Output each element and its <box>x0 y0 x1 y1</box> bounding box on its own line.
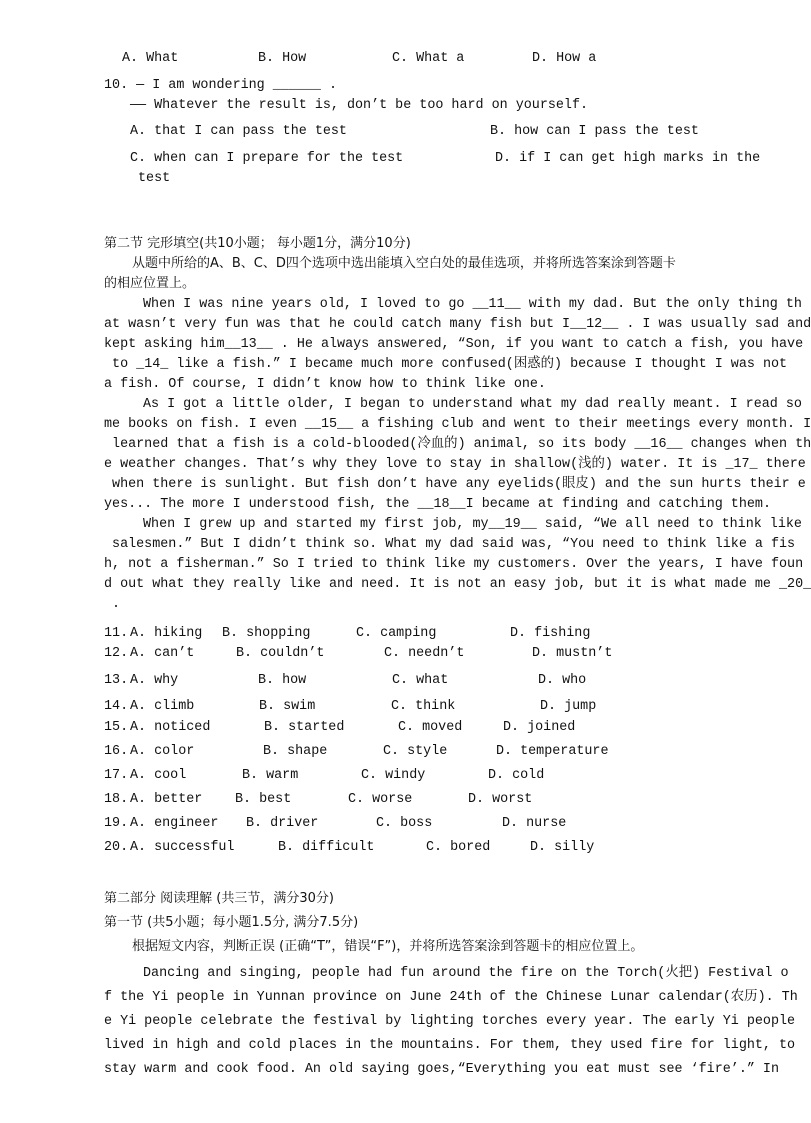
cloze-text: yes... The more I understood fish, the <box>104 497 418 512</box>
reading-line: Dancing and singing, people had fun around the fire on the Torch(火把) Festival o <box>143 966 789 981</box>
q9-option-a: A. What <box>122 51 179 66</box>
cloze-blank: _14_ <box>136 357 169 372</box>
option-number: 20. <box>104 840 129 855</box>
cloze-text: there <box>757 457 806 472</box>
q10-option-c: C. when can I prepare for the test <box>130 151 404 166</box>
option-c: C. boss <box>376 816 433 831</box>
cloze-text: changes when th <box>682 437 811 452</box>
cloze-line <box>104 376 546 394</box>
cloze-line <box>104 476 806 494</box>
cloze-line <box>104 316 811 334</box>
reading-instructions: 根据短文内容，判断正误 (正确“T”，错误“F”)，并将所选答案涂到答题卡的相应位置上。 <box>132 939 644 954</box>
cloze-text: e weather changes. That’s why they love to stay in shallow(浅的) water. It is <box>104 457 726 472</box>
option-b: B. difficult <box>278 840 375 855</box>
option-c: C. bored <box>426 840 491 855</box>
option-b: B. started <box>264 720 345 735</box>
cloze-text: I became at finding and catching them. <box>465 497 771 512</box>
option-number: 19. <box>104 816 129 831</box>
cloze-text: d out what they really like and need. It is not an easy job, but it is what made me <box>104 577 779 592</box>
option-a: A. engineer <box>130 816 219 831</box>
option-c: C. style <box>383 744 448 759</box>
cloze-line <box>143 396 802 414</box>
q10-option-b: B. how can I pass the test <box>490 124 699 139</box>
option-number: 15. <box>104 720 129 735</box>
cloze-line <box>104 596 120 614</box>
cloze-blank: _20_ <box>779 577 811 592</box>
cloze-line <box>104 456 806 474</box>
q10-option-d-continued: test <box>138 171 171 186</box>
q9-option-d: D. How a <box>532 51 597 66</box>
cloze-text: a fish. Of course, I didn’t know how to think like one. <box>104 377 546 392</box>
reading-line: stay warm and cook food. An old saying goes,“Everything you eat must see ‘fire’.” In <box>104 1062 779 1077</box>
option-b: B. driver <box>246 816 319 831</box>
cloze-blank: __12__ <box>570 317 619 332</box>
cloze-text: As I got a little older, I began to understand what my dad really meant. I read so <box>143 397 802 412</box>
q10-option-d: D. if I can get high marks in the <box>495 151 761 166</box>
cloze-line <box>104 356 787 374</box>
cloze-text: . <box>104 597 121 612</box>
q9-option-c: C. What a <box>392 51 465 66</box>
option-c: C. windy <box>361 768 426 783</box>
option-a: A. why <box>130 673 179 688</box>
option-number: 12. <box>104 646 129 661</box>
option-a: A. cool <box>130 768 187 783</box>
cloze-line <box>104 436 811 454</box>
cloze-text: When I grew up and started my first job, my <box>143 517 489 532</box>
reading-part-heading: 第二部分 阅读理解 (共三节，满分30分) <box>104 891 334 906</box>
cloze-line <box>104 336 803 354</box>
reading-line: e Yi people celebrate the festival by lighting torches every year. The early Yi people <box>104 1014 796 1029</box>
option-d: D. joined <box>503 720 576 735</box>
cloze-text: kept asking him <box>104 337 225 352</box>
cloze-blank: __15__ <box>304 417 354 432</box>
reading-line: f the Yi people in Yunnan province on June 24th of the Chinese Lunar calendar(农历). Th <box>104 990 798 1005</box>
option-c: C. what <box>392 673 449 688</box>
option-number: 18. <box>104 792 129 807</box>
option-c: C. worse <box>348 792 413 807</box>
cloze-instructions-2: 的相应位置上。 <box>104 276 196 291</box>
option-d: D. silly <box>530 840 595 855</box>
option-number: 11. <box>104 626 129 641</box>
reading-section-heading: 第一节 (共5小题；每小题1.5分, 满分7.5分) <box>104 915 359 930</box>
cloze-text: with my dad. But the only thing th <box>520 297 802 312</box>
cloze-text: to <box>104 357 137 372</box>
option-a: A. can’t <box>130 646 195 661</box>
cloze-blank: __11__ <box>472 297 521 312</box>
q9-option-b: B. How <box>258 51 307 66</box>
option-c: C. think <box>391 699 456 714</box>
reading-line: lived in high and cold places in the mountains. For them, they used fire for light, to <box>104 1038 796 1053</box>
option-number: 14. <box>104 699 129 714</box>
cloze-text: learned that a fish is a cold-blooded(冷血的) animal, so its body <box>104 437 635 452</box>
cloze-blank: __16__ <box>634 437 683 452</box>
option-a: A. better <box>130 792 203 807</box>
cloze-line <box>104 416 811 434</box>
option-d: D. cold <box>488 768 545 783</box>
cloze-text: . He always answered, “Son, if you want to catch a fish, you have <box>272 337 804 352</box>
cloze-line <box>143 296 802 314</box>
option-d: D. jump <box>540 699 597 714</box>
option-number: 13. <box>104 673 129 688</box>
cloze-text: when there is sunlight. But fish don’t have any eyelids(眼皮) and the sun hurts their e <box>104 477 806 492</box>
cloze-text: h, not a fisherman.” So I tried to think like my customers. Over the years, I have foun <box>104 557 804 572</box>
cloze-heading: 第二节 完形填空(共10小题； 每小题1分，满分10分) <box>104 236 411 251</box>
cloze-text: at wasn’t very fun was that he could catch many fish but I <box>104 317 571 332</box>
option-a: A. noticed <box>130 720 211 735</box>
option-b: B. couldn’t <box>236 646 325 661</box>
cloze-text: When I was nine years old, I loved to go <box>143 297 473 312</box>
option-c: C. needn’t <box>384 646 465 661</box>
cloze-line <box>143 516 802 534</box>
option-d: D. fishing <box>510 626 591 641</box>
option-d: D. mustn’t <box>532 646 613 661</box>
option-b: B. best <box>235 792 292 807</box>
option-d: D. nurse <box>502 816 567 831</box>
cloze-blank: __19__ <box>488 517 537 532</box>
option-a: A. color <box>130 744 195 759</box>
cloze-line <box>104 536 795 554</box>
cloze-text: salesmen.” But I didn’t think so. What my dad said was, “You need to think like a fis <box>104 537 796 552</box>
cloze-line <box>104 496 771 514</box>
cloze-blank: __18__ <box>417 497 466 512</box>
q10-reply: —— Whatever the result is, don’t be too hard on yourself. <box>130 98 589 113</box>
cloze-text: said, “We all need to think like <box>536 517 802 532</box>
cloze-text: . I was usually sad and <box>618 317 811 332</box>
option-b: B. shape <box>263 744 328 759</box>
option-b: B. swim <box>259 699 316 714</box>
q10-option-a: A. that I can pass the test <box>130 124 347 139</box>
q10-stem: 10. — I am wondering ______ . <box>104 78 338 93</box>
option-a: A. hiking <box>130 626 203 641</box>
cloze-blank: _17_ <box>725 457 758 472</box>
cloze-text: me books on fish. I even <box>104 417 305 432</box>
option-d: D. temperature <box>496 744 609 759</box>
cloze-instructions-1: 从题中所给的A、B、C、D四个选项中选出能填入空白处的最佳选项，并将所选答案涂到答题卡 <box>132 256 676 271</box>
option-b: B. how <box>258 673 307 688</box>
option-number: 16. <box>104 744 129 759</box>
cloze-line <box>104 556 803 574</box>
cloze-blank: __13__ <box>224 337 273 352</box>
option-b: B. shopping <box>222 626 311 641</box>
option-number: 17. <box>104 768 129 783</box>
option-c: C. camping <box>356 626 437 641</box>
option-d: D. who <box>538 673 587 688</box>
cloze-text: like a fish.” I became much more confused(困惑的) because I thought I was not <box>168 357 788 372</box>
option-b: B. warm <box>242 768 299 783</box>
cloze-text: a fishing club and went to their meetings every month. I <box>353 417 811 432</box>
option-d: D. worst <box>468 792 533 807</box>
cloze-line <box>104 576 811 594</box>
option-c: C. moved <box>398 720 463 735</box>
option-a: A. climb <box>130 699 195 714</box>
option-a: A. successful <box>130 840 235 855</box>
